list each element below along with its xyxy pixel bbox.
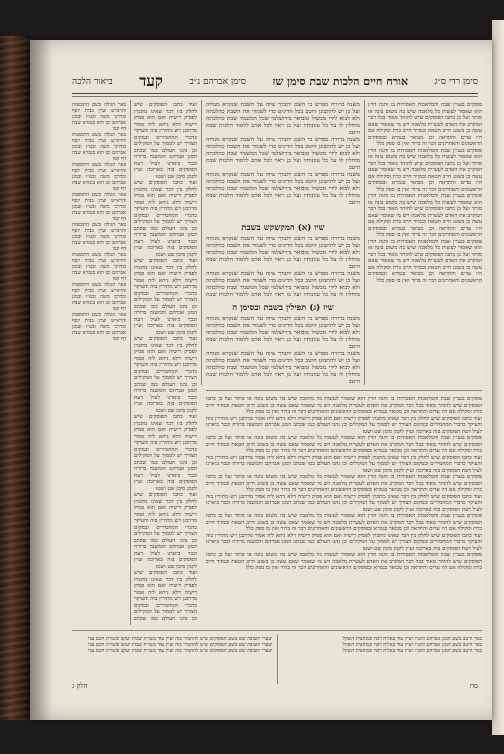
section-heading-1: שיו (א) המקשקש בשבת <box>241 223 325 233</box>
page <box>30 40 492 720</box>
header-title: אורח חיים הלכות שבת סימן שז <box>272 74 409 88</box>
book-spine <box>0 36 30 720</box>
left-margin-notes: באר הגולה בשם התוספות והרא״ש ועיין בבית יוסף ובדרכי משה ובט״ז ובמגן אברהם וכן הוא בגמרא שבת דף קמו באר הגולה בשם התוספות והרא״ש ועיין בבית יוסף ובדרכי משה ובט״ז ובמגן אברהם וכן הוא בגמרא שבת דף קמו באר הגולה בשם התוספות והרא״ש ועיין בבית יוסף ובדרכי משה ובט״ז ובמגן אברהם וכן הוא בגמרא שבת דף קמו באר הגולה בשם התוספות והרא״ש ועיין בבית יוסף ובדרכי משה ובט״ז ובמגן אברהם וכן הוא בגמרא שבת דף קמו באר הגולה בשם התוספות והרא״ש ועיין בבית יוסף ובדרכי משה ובט״ז ובמגן אברהם וכן הוא בגמרא שבת דף קמו באר הגולה בשם התוספות והרא״ש ועיין בבית יוסף ובדרכי משה ובט״ז ובמגן אברהם וכן הוא בגמרא שבת דף קמו באר הגולה בשם התוספות והרא״ש ועיין בבית יוסף ובדרכי משה ובט״ז ובמגן אברהם וכן הוא בגמרא שבת דף קמו באר הגולה בשם התוספות והרא״ש ועיין בבית יוסף ובדרכי משה ובט״ז ובמגן אברהם וכן הוא בגמרא שבת דף קמו <box>72 102 126 342</box>
main-text-center: משנה ברורה מפרש כי השם יתברך ציוה על השבת שנקרא מנוחה ועל כן יש להתבונן היטב בכל הדינים כדי לשמור את השבת כהלכתה ולא לבוא לידי מכשול ומבואר בירושלמי שכל המשמר שבת כהלכתה מוחלין לו על כל עוונותיו ועל כן ראוי לכל אדם ללמוד הלכות שבת היטב משנה ברורה מפרש כי השם יתברך ציוה על השבת שנקרא מנוחה ועל כן יש להתבונן היטב בכל הדינים כדי לשמור את השבת כהלכתה ולא לבוא לידי מכשול ומבואר בירושלמי שכל המשמר שבת כהלכתה מוחלין לו על כל עוונותיו ועל כן ראוי לכל אדם ללמוד הלכות שבת היטב משנה ברורה מפרש כי השם יתברך ציוה על השבת שנקרא מנוחה ועל כן יש להתבונן היטב בכל הדינים כדי לשמור את השבת כהלכתה ולא לבוא לידי מכשול ומבואר בירושלמי שכל המשמר שבת כהלכתה מוחלין לו על כל עוונותיו ועל כן ראוי לכל אדם ללמוד הלכות שבת היטב <box>206 102 360 206</box>
footer-right: סה <box>469 682 478 690</box>
header-right-label: סימן רדי ס״ג <box>434 76 478 87</box>
header-sub-label: סימן אברהם נ״ב <box>189 76 246 87</box>
footer-left: חלק ג <box>72 682 88 690</box>
bottom-left-notes: שערי תשובה שם בשם הפוסקים שיש להחמיר בזה ועיין עוד בשו״ת שבות יעקב ובשו״ת חכם צבי שערי תשובה שם בשם הפוסקים שיש להחמיר בזה ועיין עוד בשו״ת שבות יעקב ובשו״ת חכם צבי שערי תשובה שם בשם הפוסקים שיש להחמיר בזה ועיין עוד בשו״ת שבות יעקב ובשו״ת חכם צבי <box>87 636 272 654</box>
page-number: קעד <box>139 71 163 90</box>
main-text-right: פוסקים בעניין שבת והמלאכות האסורות בו והנה הדין הוא שאסור לעשות כל מלאכה שיש בה משום בונה או סותר ועל כן כתבו הפוסקים שיש להזהר מאוד בכל דבר המקרב את האדם לעשיית מלאכה ויש מי שאומר שאם עשה כן בשוגג חייב חטאת ובמזיד חייב כרת וסקילה אם היו עדים והתראה וכן מבואר בגמרא ובפוסקים הראשונים והאחרונים דבר זה ברור ואין בו ספק כלל פוסקים בעניין שבת והמלאכות האסורות בו והנה הדין הוא שאסור לעשות כל מלאכה שיש בה משום בונה או סותר ועל כן כתבו הפוסקים שיש להזהר מאוד בכל דבר המקרב את האדם לעשיית מלאכה ויש מי שאומר שאם עשה כן בשוגג חייב חטאת ובמזיד חייב כרת וסקילה אם היו עדים והתראה וכן מבואר בגמרא ובפוסקים הראשונים והאחרונים דבר זה ברור ואין בו ספק כלל פוסקים בעניין שבת והמלאכות האסורות בו והנה הדין הוא שאסור לעשות כל מלאכה שיש בה משום בונה או סותר ועל כן כתבו הפוסקים שיש להזהר מאוד בכל דבר המקרב את האדם לעשיית מלאכה ויש מי שאומר שאם עשה כן בשוגג חייב חטאת ובמזיד חייב כרת וסקילה אם היו עדים והתראה וכן מבואר בגמרא ובפוסקים הראשונים והאחרונים דבר זה ברור ואין בו ספק כלל פוסקים בעניין שבת והמלאכות האסורות בו והנה הדין הוא שאסור לעשות כל מלאכה שיש בה משום בונה או סותר ועל כן כתבו הפוסקים שיש להזהר מאוד בכל דבר המקרב את האדם לעשיית מלאכה ויש מי שאומר שאם עשה כן בשוגג חייב חטאת ובמזיד חייב כרת וסקילה אם היו עדים והתראה וכן מבואר בגמרא ובפוסקים הראשונים והאחרונים דבר זה ברור ואין בו ספק כלל <box>368 102 482 284</box>
main-text-center-3: משנה ברורה מפרש כי השם יתברך ציוה על השבת שנקרא מנוחה ועל כן יש להתבונן היטב בכל הדינים כדי לשמור את השבת כהלכתה ולא לבוא לידי מכשול ומבואר בירושלמי שכל המשמר שבת כהלכתה מוחלין לו על כל עוונותיו ועל כן ראוי לכל אדם ללמוד הלכות שבת היטב משנה ברורה מפרש כי השם יתברך ציוה על השבת שנקרא מנוחה ועל כן יש להתבונן היטב בכל הדינים כדי לשמור את השבת כהלכתה ולא לבוא לידי מכשול ומבואר בירושלמי שכל המשמר שבת כהלכתה מוחלין לו על כל עוונותיו ועל כן ראוי לכל אדם ללמוד הלכות שבת היטב <box>206 316 360 384</box>
main-text-center-2: משנה ברורה מפרש כי השם יתברך ציוה על השבת שנקרא מנוחה ועל כן יש להתבונן היטב בכל הדינים כדי לשמור את השבת כהלכתה ולא לבוא לידי מכשול ומבואר בירושלמי שכל המשמר שבת כהלכתה מוחלין לו על כל עוונותיו ועל כן ראוי לכל אדם ללמוד הלכות שבת היטב משנה ברורה מפרש כי השם יתברך ציוה על השבת שנקרא מנוחה ועל כן יש להתבונן היטב בכל הדינים כדי לשמור את השבת כהלכתה ולא לבוא לידי מכשול ומבואר בירושלמי שכל המשמר שבת כהלכתה מוחלין לו על כל עוונותיו ועל כן ראוי לכל אדם ללמוד הלכות שבת <box>206 236 360 296</box>
next-page-edge <box>492 20 504 735</box>
section-heading-2: שיז (ג) תפילין בשבת ובסימן ה <box>232 303 334 313</box>
header-left-label: ביאור הלכה <box>72 76 113 87</box>
commentary-left-column: ועוד כתבו הפוסקים שיש לחלק בין דבר שאינו מתכוין לפסיק רישיה ואם הוא פסיק רישיה דלא ניחא ליה אסור מדרבנן ויש מתירין בזה והעיקר כדברי המחמירים ובמקום הצורך יש לסמוך על המקילים וכן נהגו העולם כמו שכתב המגן אברהם והמשנה ברורה וכבר ביארנו לעיל דעת הפוסקים בזה בארוכה ועיין לקמן סימן שט ושטז ועוד כתבו הפוסקים שיש לחלק בין דבר שאינו מתכוין לפסיק רישיה ואם הוא פסיק רישיה דלא ניחא ליה אסור מדרבנן ויש מתירין בזה והעיקר כדברי המחמירים ובמקום הצורך יש לסמוך על המקילים וכן נהגו העולם כמו שכתב המגן אברהם והמשנה ברורה וכבר ביארנו לעיל דעת הפוסקים בזה בארוכה ועיין לקמן סימן שט ושטז ועוד כתבו הפוסקים שיש לחלק בין דבר שאינו מתכוין לפסיק רישיה ואם הוא פסיק רישיה דלא ניחא ליה אסור מדרבנן ויש מתירין בזה והעיקר כדברי המחמירים ובמקום הצורך יש לסמוך על המקילים וכן נהגו העולם כמו שכתב המגן אברהם והמשנה ברורה וכבר ביארנו לעיל דעת הפוסקים בזה בארוכה ועיין לקמן סימן שט ושטז ועוד כתבו הפוסקים שיש לחלק בין דבר שאינו מתכוין לפסיק רישיה ואם הוא פסיק רישיה דלא ניחא ליה אסור מדרבנן ויש מתירין בזה והעיקר כדברי המחמירים ובמקום הצורך יש לסמוך על המקילים וכן נהגו העולם כמו שכתב המגן אברהם והמשנה ברורה וכבר ביארנו לעיל דעת הפוסקים בזה בארוכה ועיין לקמן סימן שט ושטז ועוד כתבו הפוסקים שיש לחלק בין דבר שאינו מתכוין לפסיק רישיה ואם הוא פסיק רישיה דלא ניחא ליה אסור מדרבנן ויש מתירין בזה והעיקר כדברי המחמירים ובמקום הצורך יש לסמוך על המקילים וכן נהגו העולם כמו שכתב המגן אברהם והמשנה ברורה וכבר ביארנו לעיל דעת הפוסקים בזה בארוכה ועיין לקמן סימן שט ושטז ועוד כתבו הפוסקים שיש לחלק בין דבר שאינו מתכוין לפסיק רישיה ואם הוא פסיק רישיה דלא ניחא ליה אסור מדרבנן ויש מתירין בזה והעיקר כדברי המחמירים ובמקום הצורך יש לסמוך על המקילים וכן נהגו העולם כמו שכתב המגן אברהם והמשנה ברורה וכבר ביארנו לעיל דעת הפוסקים בזה בארוכה ועיין לקמן סימן שט ושטז ועוד כתבו הפוסקים שיש לחלק בין דבר שאינו מתכוין לפסיק רישיה ואם הוא פסיק רישיה דלא ניחא ליה אסור מדרבנן ויש מתירין בזה והעיקר כדברי המחמירים ובמקום הצורך יש לסמוך על המקילים וכן נהגו העולם כמו שכתב <box>134 102 197 622</box>
running-header <box>72 70 478 92</box>
page-footer <box>72 682 478 690</box>
lower-commentary: פוסקים בעניין שבת והמלאכות האסורות בו והנה הדין הוא שאסור לעשות כל מלאכה שיש בה משום בונה או סותר ועל כן כתבו הפוסקים שיש להזהר מאוד בכל דבר המקרב את האדם לעשיית מלאכה ויש מי שאומר שאם עשה כן בשוגג חייב חטאת ובמזיד חייב כרת וסקילה אם היו עדים והתראה וכן מבואר בגמרא ובפוסקים הראשונים והאחרונים דבר זה ברור ואין בו ספק כלל ועוד כתבו הפוסקים שיש לחלק בין דבר שאינו מתכוין לפסיק רישיה ואם הוא פסיק רישיה דלא ניחא ליה אסור מדרבנן ויש מתירין בזה והעיקר כדברי המחמירים ובמקום הצורך יש לסמוך על המקילים וכן נהגו העולם כמו שכתב המגן אברהם והמשנה ברורה וכבר ביארנו לעיל דעת הפוסקים בזה בארוכה ועיין לקמן סימן שט ושטז פוסקים בעניין שבת והמלאכות האסורות בו והנה הדין הוא שאסור לעשות כל מלאכה שיש בה משום בונה או סותר ועל כן כתבו הפוסקים שיש להזהר מאוד בכל דבר המקרב את האדם לעשיית מלאכה ויש מי שאומר שאם עשה כן בשוגג חייב חטאת ובמזיד חייב כרת וסקילה אם היו עדים והתראה וכן מבואר בגמרא ובפוסקים הראשונים והאחרונים דבר זה ברור ואין בו ספק כלל ועוד כתבו הפוסקים שיש לחלק בין דבר שאינו מתכוין לפסיק רישיה ואם הוא פסיק רישיה דלא ניחא ליה אסור מדרבנן ויש מתירין בזה והעיקר כדברי המחמירים ובמקום הצורך יש לסמוך על המקילים וכן נהגו העולם כמו שכתב המגן אברהם והמשנה ברורה וכבר ביארנו לעיל דעת הפוסקים בזה בארוכה ועיין לקמן סימן שט ושטז פוסקים בעניין שבת והמלאכות האסורות בו והנה הדין הוא שאסור לעשות כל מלאכה שיש בה משום בונה או סותר ועל כן כתבו הפוסקים שיש להזהר מאוד בכל דבר המקרב את האדם לעשיית מלאכה ויש מי שאומר שאם עשה כן בשוגג חייב חטאת ובמזיד חייב כרת וסקילה אם היו עדים והתראה וכן מבואר בגמרא ובפוסקים הראשונים והאחרונים דבר זה ברור ואין בו ספק כלל ועוד כתבו הפוסקים שיש לחלק בין דבר שאינו מתכוין לפסיק רישיה ואם הוא פסיק רישיה דלא ניחא ליה אסור מדרבנן ויש מתירין בזה והעיקר כדברי המחמירים ובמקום הצורך יש לסמוך על המקילים וכן נהגו העולם כמו שכתב המגן אברהם והמשנה ברורה וכבר ביארנו לעיל דעת הפוסקים בזה בארוכה ועיין לקמן סימן שט ושטז פוסקים בעניין שבת והמלאכות האסורות בו והנה הדין הוא שאסור לעשות כל מלאכה שיש בה משום בונה או סותר ועל כן כתבו הפוסקים שיש להזהר מאוד בכל דבר המקרב את האדם לעשיית מלאכה ויש מי שאומר שאם עשה כן בשוגג חייב חטאת ובמזיד חייב כרת וסקילה אם היו עדים והתראה וכן מבואר בגמרא ובפוסקים הראשונים והאחרונים דבר זה ברור ואין בו ספק כלל ועוד כתבו הפוסקים שיש לחלק בין דבר שאינו מתכוין לפסיק רישיה ואם הוא פסיק רישיה דלא ניחא ליה אסור מדרבנן ויש מתירין בזה והעיקר כדברי המחמירים ובמקום הצורך יש לסמוך על המקילים וכן נהגו העולם כמו שכתב המגן אברהם והמשנה ברורה וכבר ביארנו לעיל דעת הפוסקים בזה בארוכה ועיין לקמן סימן שט ושטז פוסקים בעניין שבת והמלאכות האסורות בו והנה הדין הוא שאסור לעשות כל מלאכה שיש בה משום בונה או סותר ועל כן כתבו הפוסקים שיש להזהר מאוד בכל דבר המקרב את האדם לעשיית מלאכה ויש מי שאומר שאם עשה כן בשוגג חייב חטאת ובמזיד חייב כרת וסקילה אם היו עדים והתראה וכן מבואר בגמרא ובפוסקים הראשונים והאחרונים דבר זה ברור ואין בו ספק כלל <box>206 396 482 571</box>
bottom-right-notes: באר היטב בשם המגן אברהם והט״ז ועיין עוד באליה רבה ובמחצית השקל באר היטב בשם המגן אברהם והט״ז ועיין עוד באליה רבה ובמחצית השקל באר היטב בשם המגן אברהם והט״ז ועיין עוד באליה רבה ובמחצית השקל <box>342 636 482 654</box>
